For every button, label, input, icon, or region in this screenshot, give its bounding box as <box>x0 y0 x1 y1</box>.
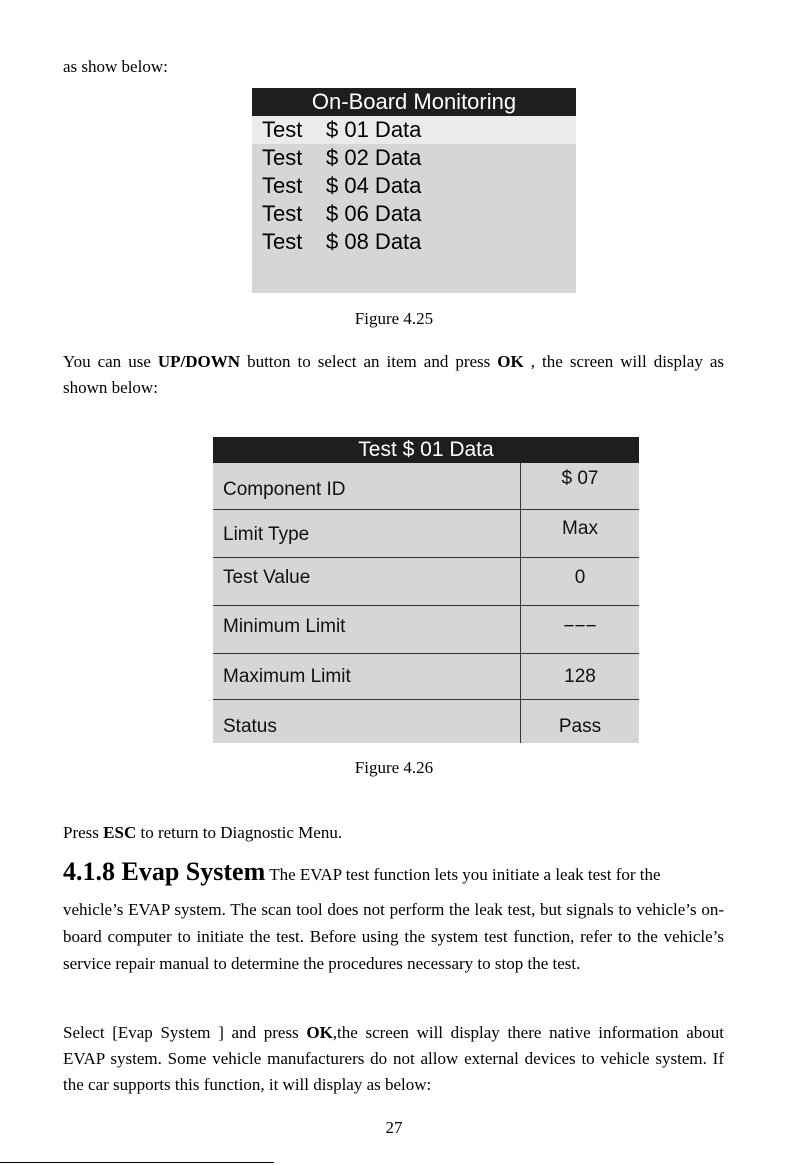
menu-item-test-02[interactable] <box>252 144 576 172</box>
section-heading: 4.1.8 Evap System <box>63 857 266 886</box>
figure-caption: Figure 4.26 <box>354 758 434 777</box>
row-label: Maximum Limit <box>223 666 351 687</box>
on-board-monitoring-screen <box>252 88 576 293</box>
row-value: 128 <box>564 666 596 687</box>
menu-item-prefix: Test <box>262 117 303 142</box>
menu-item-test-08[interactable] <box>252 228 576 256</box>
intro-text: as show below: <box>63 57 168 76</box>
menu-item-label: $ 02 Data <box>326 145 422 170</box>
row-value: $ 07 <box>561 468 599 489</box>
footer-rule <box>0 1162 274 1163</box>
test-data-screen <box>213 437 639 743</box>
section-body: vehicle’s EVAP system. The scan tool does not perform the leak test, but signals to vehicle’s on-board computer to initiate the test. Before using the system test function, refer to the vehicle’s service repair manual to determine the procedures necessary to stop the test. <box>63 900 724 973</box>
screen-title: Test $ 01 Data <box>213 437 639 463</box>
menu-item-prefix: Test <box>262 173 303 198</box>
table-row <box>213 606 639 654</box>
menu-item-test-04[interactable] <box>252 172 576 200</box>
screen-title: On-Board Monitoring <box>252 88 576 116</box>
section-heading-line <box>63 857 661 887</box>
row-label: Component ID <box>223 479 346 500</box>
menu-item-label: $ 04 Data <box>326 173 422 198</box>
section-lead: The EVAP test function lets you initiate a leak test for the <box>265 865 661 884</box>
menu-item-label: $ 06 Data <box>326 201 422 226</box>
menu-item-label: $ 01 Data <box>326 117 422 142</box>
figure-caption: Figure 4.25 <box>354 309 434 328</box>
row-label: Limit Type <box>223 524 310 545</box>
table-row <box>213 463 639 510</box>
evap-instructions: Select [Evap System ] and press OK,the screen will display there native information about EVAP system. Some vehicle manufacturers do not allow external devices to vehicle system. If the car supports this function, it will display as below: <box>63 1023 724 1094</box>
table-row <box>213 558 639 606</box>
row-value: Pass <box>558 716 602 737</box>
esc-instructions: Press ESC to return to Diagnostic Menu. <box>63 823 343 842</box>
menu-item-prefix: Test <box>262 201 303 226</box>
page-number: 27 <box>385 1118 403 1137</box>
table-row <box>213 654 639 700</box>
row-value: 0 <box>574 567 586 588</box>
row-label: Status <box>223 716 277 737</box>
table-row <box>213 510 639 558</box>
row-value: −−− <box>563 616 597 637</box>
menu-item-test-01[interactable] <box>252 116 576 144</box>
menu-item-test-06[interactable] <box>252 200 576 228</box>
table-row <box>213 700 639 743</box>
row-value: Max <box>562 518 598 539</box>
menu-item-prefix: Test <box>262 229 303 254</box>
select-instructions: You can use UP/DOWN button to select an item and press OK , the screen will display as shown below: <box>63 352 724 397</box>
menu-item-prefix: Test <box>262 145 303 170</box>
row-label: Minimum Limit <box>223 616 346 637</box>
menu-item-label: $ 08 Data <box>326 229 422 254</box>
row-label: Test Value <box>223 567 311 588</box>
